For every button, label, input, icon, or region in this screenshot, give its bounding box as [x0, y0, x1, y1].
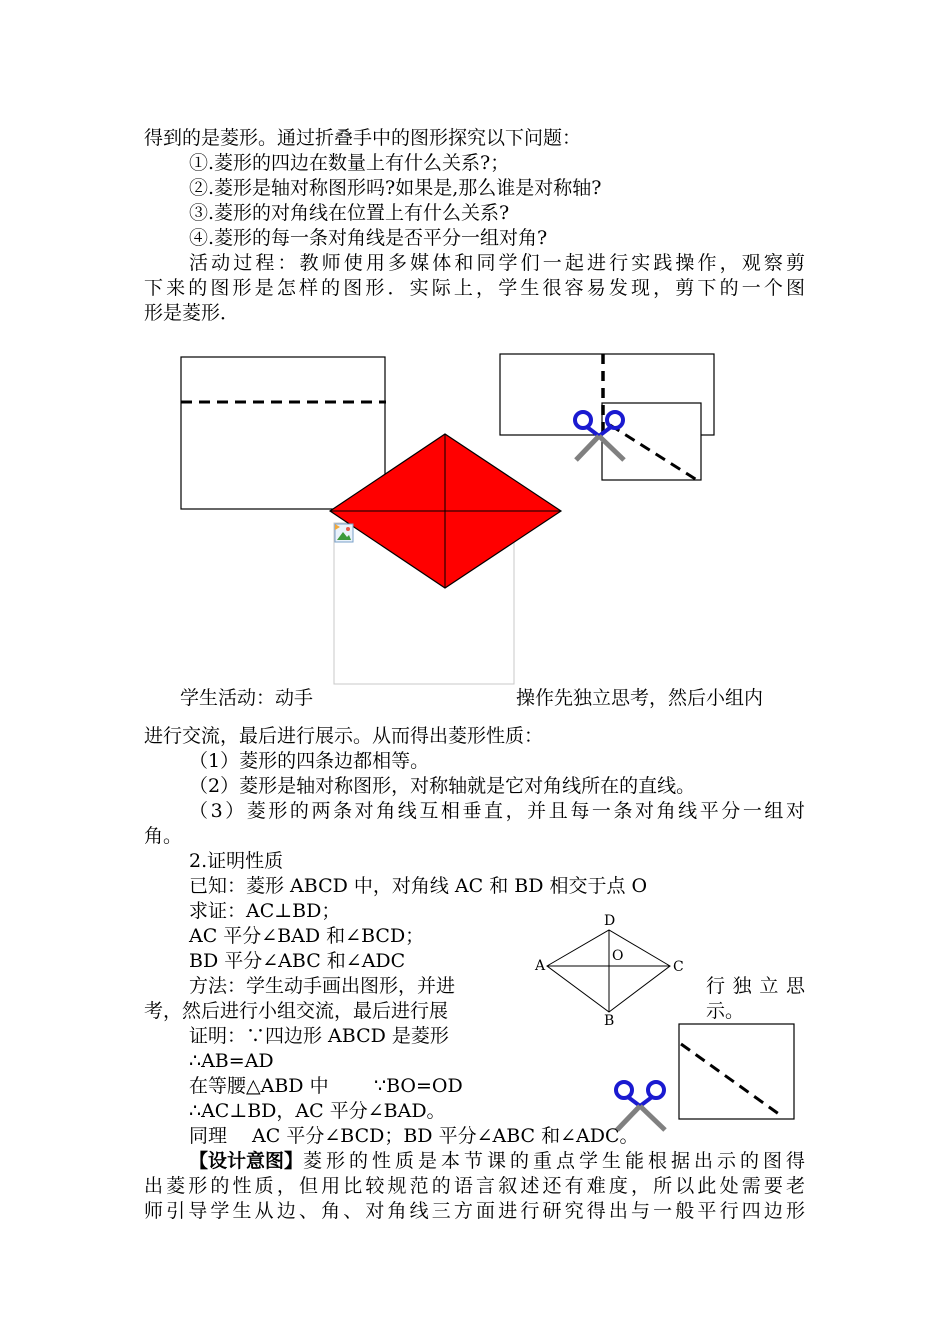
proof-prove-3: BD 平分∠ABC 和∠ADC [189, 950, 406, 972]
question-2: ②.菱形是轴对称图形吗?如果是,那么谁是对称轴? [189, 177, 602, 199]
proof-step-2: ∴AB=AD [189, 1050, 274, 1072]
question-4: ④.菱形的每一条对角线是否平分一组对角? [189, 227, 548, 249]
proof-prove-1: 求证：AC⊥BD； [189, 900, 341, 922]
proof-given: 已知：菱形 ABCD 中，对角线 AC 和 BD 相交于点 O [189, 875, 648, 897]
design-label: 【设计意图】 [189, 1150, 304, 1172]
proof-prove-2: AC 平分∠BAD 和∠BCD； [189, 925, 425, 947]
proof-step-4: ∴AC⊥BD，AC 平分∠BAD。 [189, 1100, 446, 1122]
intro-line-1: 得到的是菱形。通过折叠手中的图形探究以下问题： [144, 127, 582, 149]
proof-step-5: 同理 AC 平分∠BCD；BD 平分∠ABC 和∠ADC。 [189, 1125, 639, 1147]
label-d: D [604, 913, 616, 929]
label-a: A [535, 958, 546, 974]
proof-step-3b: ∵BO=OD [374, 1075, 463, 1097]
scissors-icon [611, 1078, 669, 1132]
activity-line-3: 形是菱形． [144, 302, 240, 324]
label-o: O [612, 948, 624, 964]
design-line-3: 师引导学生从边、角、对角线三方面进行研究得出与一般平行四边形 [144, 1200, 805, 1222]
property-2: （2）菱形是轴对称图形，对称轴就是它对角线所在的直线。 [189, 775, 696, 797]
proof-method-a: 方法：学生动手画出图形，并进 [189, 975, 456, 997]
proof-method-d: 示。 [706, 1000, 745, 1022]
proof-step-1: 证明：∵四边形 ABCD 是菱形 [189, 1025, 449, 1047]
design-line-2: 出菱形的性质，但用比较规范的语言叙述还有难度，所以此处需要老 [144, 1175, 805, 1197]
student-line-1b: 操作先独立思考，然后小组内 [516, 687, 764, 709]
question-3: ③.菱形的对角线在位置上有什么关系? [189, 202, 510, 224]
scissors-icon [570, 408, 628, 462]
cut-line [681, 1044, 783, 1117]
student-line-2: 进行交流，最后进行展示。从而得出菱形性质： [144, 725, 544, 747]
design-text-1: 菱形的性质是本节课的重点学生能根据出示的图得 [303, 1150, 805, 1172]
label-b: B [604, 1013, 615, 1029]
proof-step-3a: 在等腰△ABD 中 [189, 1075, 329, 1097]
design-line-1 [189, 1149, 805, 1173]
activity-line-1: 活动过程：教师使用多媒体和同学们一起进行实践操作，观察剪 [189, 252, 805, 274]
label-c: C [673, 959, 684, 975]
broken-image-icon [334, 523, 354, 543]
proof-method-b: 行独立思 [706, 975, 805, 997]
activity-line-2: 下来的图形是怎样的图形．实际上，学生很容易发现，剪下的一个图 [144, 277, 805, 299]
property-1: （1）菱形的四条边都相等。 [189, 750, 430, 772]
proof-method-c: 考，然后进行小组交流，最后进行展 [144, 1000, 449, 1022]
property-3-end: 角。 [144, 825, 183, 847]
property-3: （3）菱形的两条对角线互相垂直，并且每一条对角线平分一组对 [189, 800, 805, 822]
question-1: ①.菱形的四边在数量上有什么关系?； [189, 152, 510, 174]
student-line-1a: 学生活动：动手 [180, 687, 314, 709]
paper-rectangle-left [181, 357, 385, 509]
cut-rectangle [679, 1024, 794, 1119]
proof-heading: 2.证明性质 [189, 850, 284, 872]
